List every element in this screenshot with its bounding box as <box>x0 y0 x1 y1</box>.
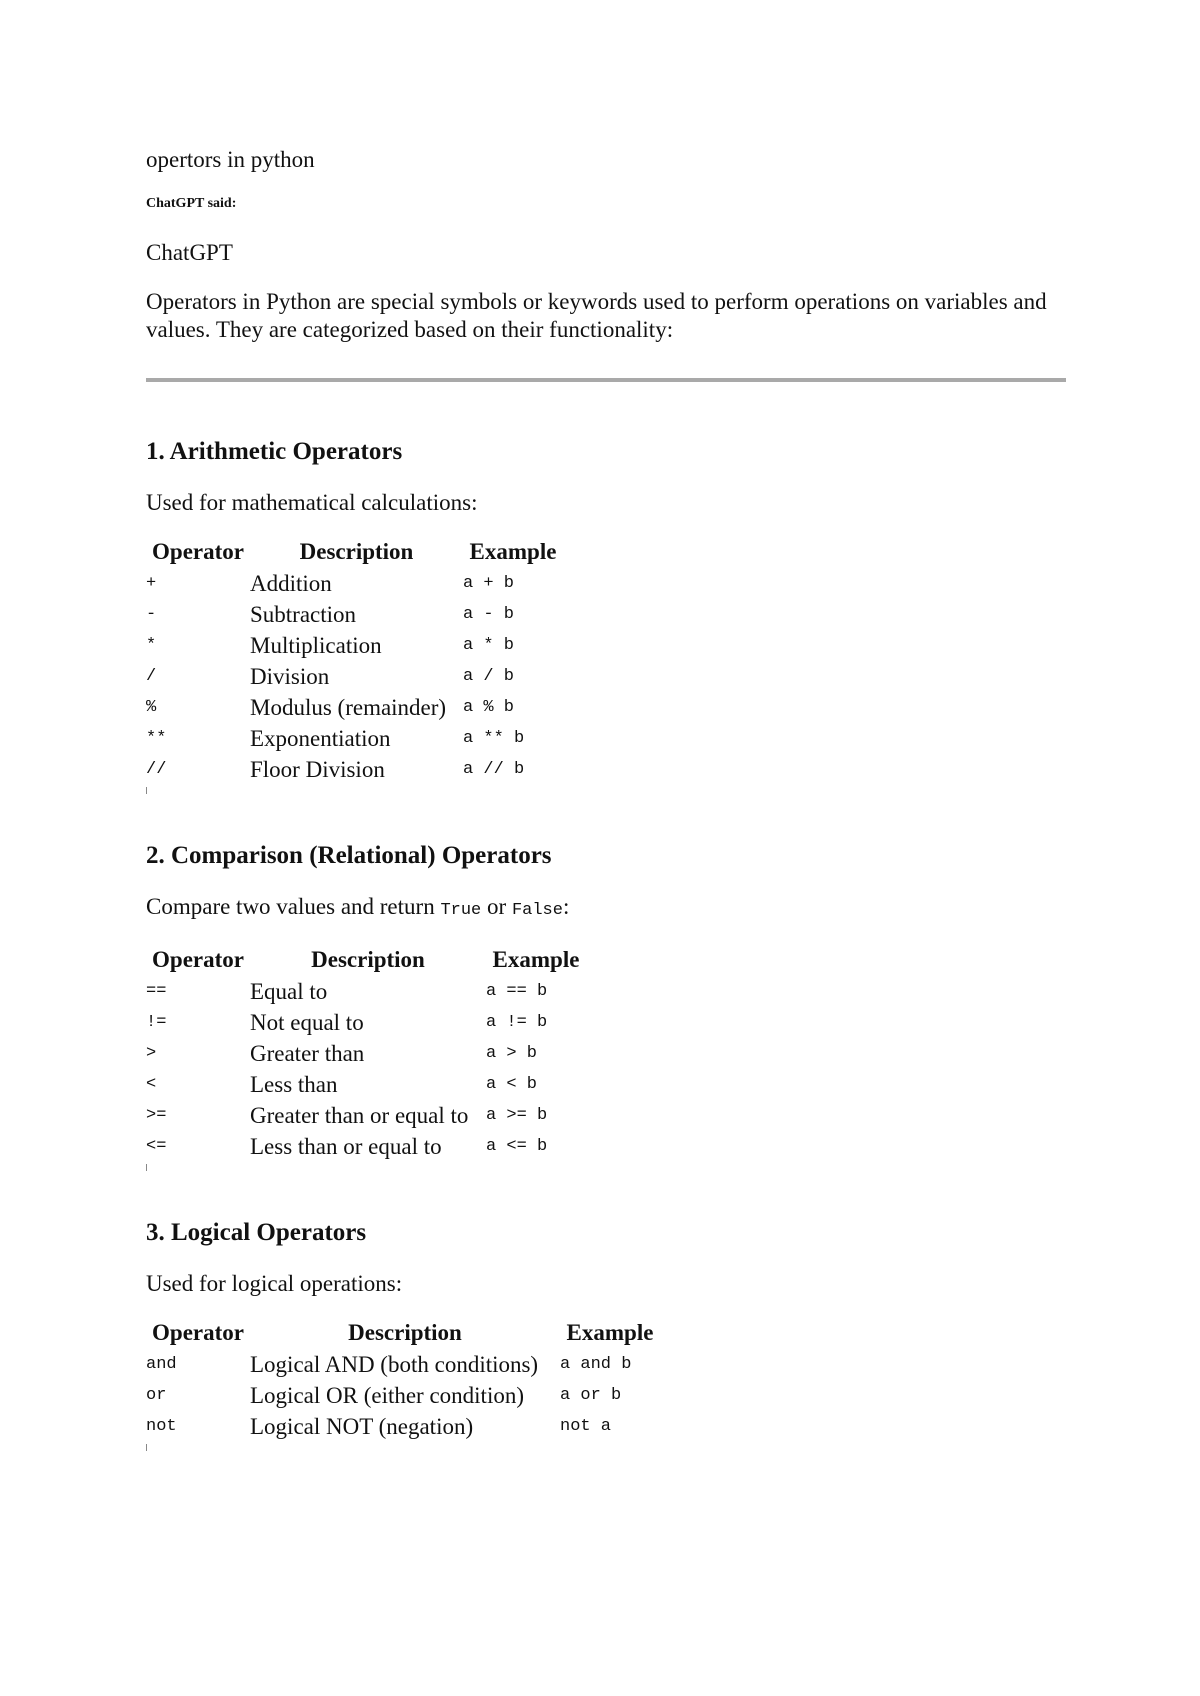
description-cell: Modulus (remainder) <box>250 694 447 720</box>
sender-name: ChatGPT <box>146 240 233 265</box>
example-cell: a - b <box>463 605 515 624</box>
description-cell: Greater than <box>250 1040 365 1066</box>
operator-cell: % <box>146 698 157 717</box>
operator-cell: >= <box>146 1106 167 1125</box>
example-cell: a * b <box>463 636 515 655</box>
table-row <box>146 568 563 599</box>
operator-cell: == <box>146 982 167 1001</box>
description-cell: Logical OR (either condition) <box>250 1382 525 1408</box>
operator-cell: != <box>146 1013 167 1032</box>
operator-cell: * <box>146 636 157 655</box>
table-row <box>146 1131 586 1162</box>
operator-cell: and <box>146 1355 177 1374</box>
table-end-mark <box>146 787 147 794</box>
section-heading: 3. Logical Operators <box>146 1219 367 1246</box>
table-row <box>146 599 563 630</box>
example-cell: a / b <box>463 667 515 686</box>
description-cell: Equal to <box>250 978 328 1004</box>
section-lead: Used for mathematical calculations: <box>146 490 478 515</box>
operator-table <box>146 536 563 785</box>
table-row <box>146 1349 660 1380</box>
column-header: Operator <box>152 1320 244 1345</box>
operator-cell: <= <box>146 1137 167 1156</box>
table-header-row <box>146 1317 660 1349</box>
description-cell: Exponentiation <box>250 725 391 751</box>
operator-cell: // <box>146 760 167 779</box>
operator-cell: ** <box>146 729 167 748</box>
operator-table <box>146 1317 660 1442</box>
column-header: Example <box>469 539 557 564</box>
table-header-row <box>146 944 586 976</box>
table-row <box>146 1069 586 1100</box>
column-header: Operator <box>152 947 244 972</box>
example-cell: a and b <box>560 1355 632 1374</box>
description-cell: Floor Division <box>250 756 385 782</box>
section-lead <box>146 892 1066 926</box>
document-page <box>146 140 1066 1451</box>
operator-cell: > <box>146 1044 157 1063</box>
description-cell: Division <box>250 663 330 689</box>
table-row <box>146 630 563 661</box>
section-comparison <box>146 838 1066 1171</box>
intro-paragraph: Operators in Python are special symbols or keywords used to perform operations on variables and values. They are categorized based on their functionality: <box>146 289 1047 342</box>
operator-cell: - <box>146 605 157 624</box>
section-arithmetic <box>146 434 1066 794</box>
description-cell: Less than or equal to <box>250 1133 442 1159</box>
section-heading: 2. Comparison (Relational) Operators <box>146 842 552 869</box>
example-cell: a ** b <box>463 729 525 748</box>
example-cell: a <= b <box>486 1137 548 1156</box>
example-cell: not a <box>560 1417 612 1436</box>
table-row <box>146 1038 586 1069</box>
description-cell: Multiplication <box>250 632 382 658</box>
column-header: Description <box>299 539 414 564</box>
table-end-mark <box>146 1164 147 1171</box>
section-logical <box>146 1215 1066 1451</box>
example-cell: a + b <box>463 574 515 593</box>
description-cell: Logical NOT (negation) <box>250 1413 474 1439</box>
lead-text: Compare two values and return <box>146 894 441 919</box>
table-row <box>146 661 563 692</box>
column-header: Example <box>566 1320 654 1345</box>
operator-cell: + <box>146 574 157 593</box>
description-cell: Less than <box>250 1071 338 1097</box>
example-cell: a == b <box>486 982 548 1001</box>
description-cell: Logical AND (both conditions) <box>250 1351 539 1377</box>
lead-text: : <box>562 894 570 919</box>
section-heading: 1. Arithmetic Operators <box>146 438 403 465</box>
table-row <box>146 1411 660 1442</box>
example-cell: a or b <box>560 1386 622 1405</box>
example-cell: a < b <box>486 1075 538 1094</box>
table-end-mark <box>146 1444 147 1451</box>
description-cell: Not equal to <box>250 1009 364 1035</box>
lead-text: or <box>481 894 512 919</box>
horizontal-rule <box>146 378 1066 382</box>
example-cell: a // b <box>463 760 525 779</box>
table-row <box>146 692 563 723</box>
table-row <box>146 976 586 1007</box>
table-row <box>146 1100 586 1131</box>
example-cell: a % b <box>463 698 515 717</box>
table-row <box>146 723 563 754</box>
table-header-row <box>146 536 563 568</box>
column-header: Operator <box>152 539 244 564</box>
inline-code-true: True <box>440 901 482 920</box>
user-prompt: opertors in python <box>146 147 315 172</box>
column-header: Example <box>492 947 580 972</box>
table-row <box>146 1380 660 1411</box>
example-cell: a != b <box>486 1013 548 1032</box>
operator-cell: or <box>146 1386 167 1405</box>
column-header: Description <box>348 1320 462 1345</box>
operator-cell: not <box>146 1417 177 1436</box>
table-row <box>146 754 563 785</box>
table-row <box>146 1007 586 1038</box>
column-header: Description <box>311 947 425 972</box>
inline-code-false: False <box>511 901 563 920</box>
description-cell: Addition <box>250 570 332 596</box>
example-cell: a > b <box>486 1044 538 1063</box>
description-cell: Greater than or equal to <box>250 1102 469 1128</box>
example-cell: a >= b <box>486 1106 548 1125</box>
operator-table <box>146 944 586 1162</box>
said-label: ChatGPT said: <box>146 196 237 211</box>
operator-cell: < <box>146 1075 157 1094</box>
operator-cell: / <box>146 667 157 686</box>
section-lead: Used for logical operations: <box>146 1271 403 1296</box>
description-cell: Subtraction <box>250 601 357 627</box>
